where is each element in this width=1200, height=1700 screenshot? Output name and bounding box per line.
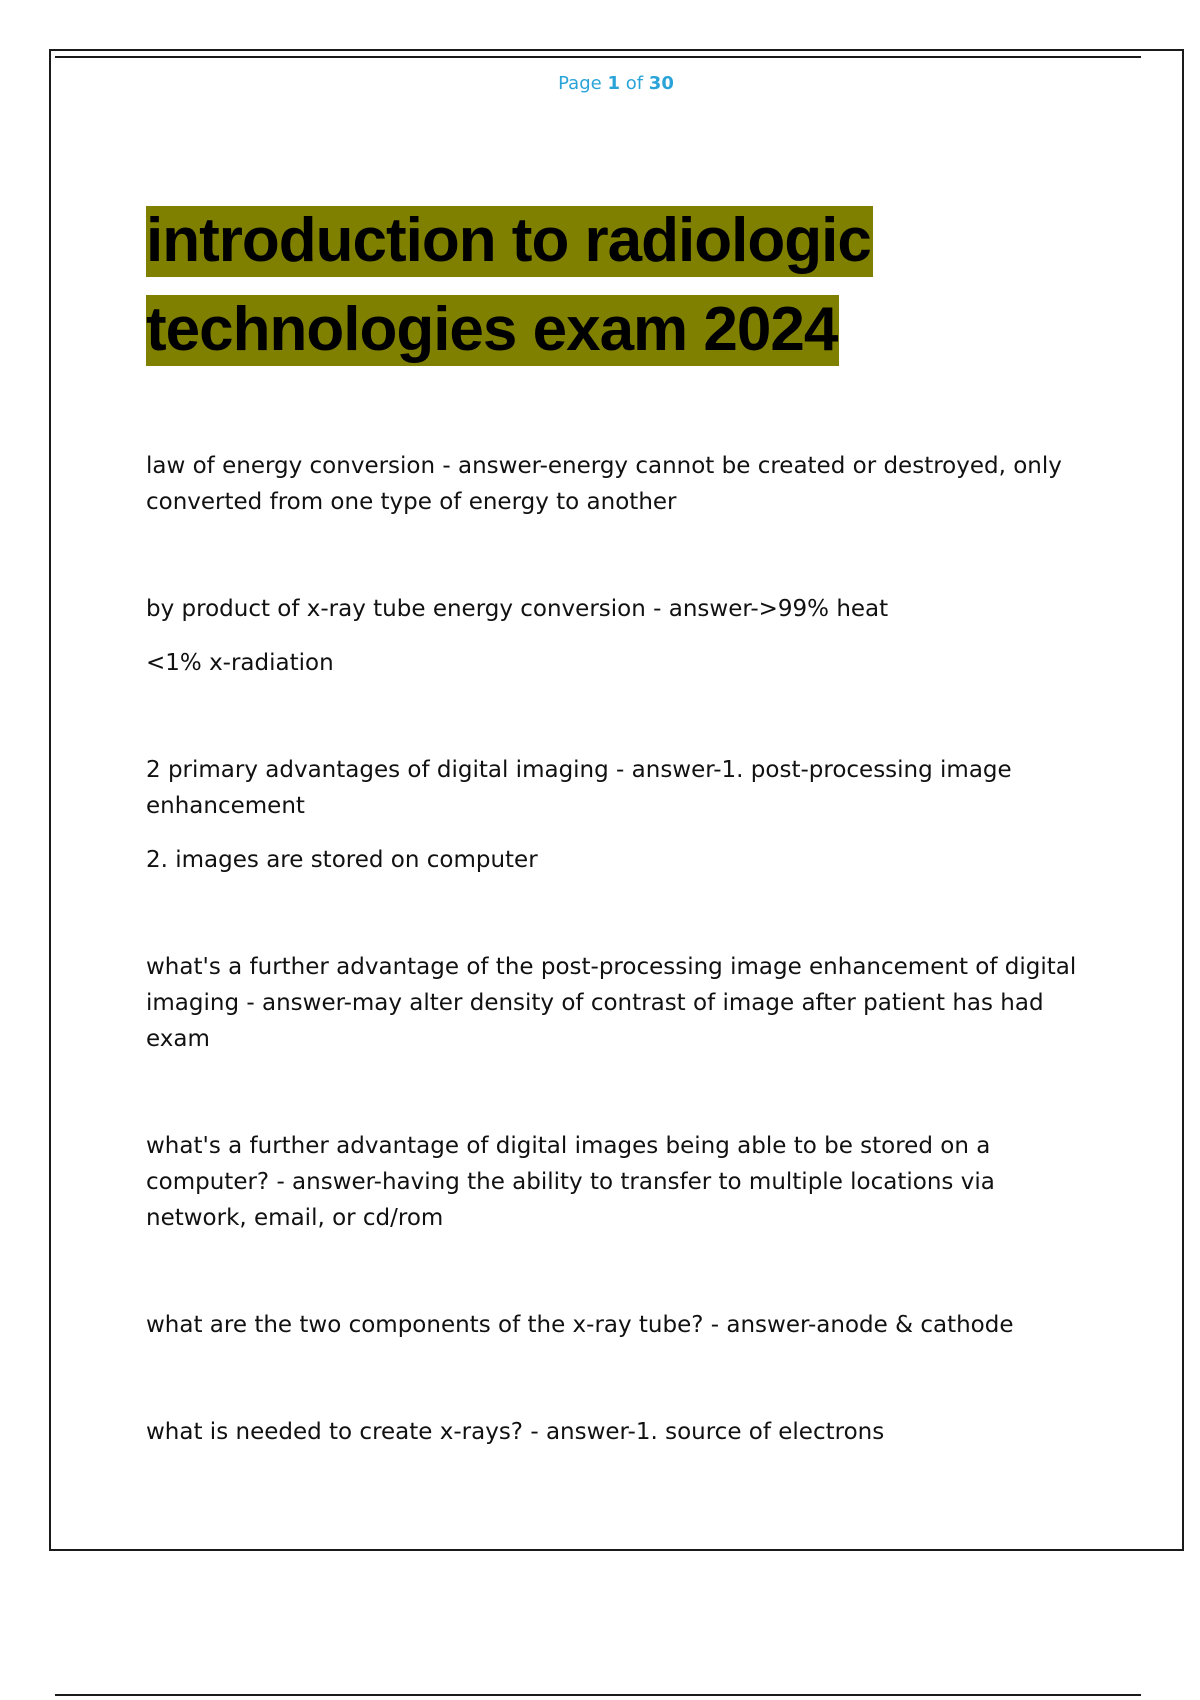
qa-text: 2 primary advantages of digital imaging - answer-1. post-processing image enhancement	[146, 757, 1012, 819]
title-line-2: technologies exam 2024	[146, 295, 838, 364]
page-current: 1	[607, 73, 620, 94]
qa-text: what are the two components of the x-ray tube? - answer-anode & cathode	[146, 1312, 1014, 1338]
next-page-rule	[55, 1694, 1141, 1696]
qa-text: law of energy conversion - answer-energy cannot be created or destroyed, only converted from one type of energy to another	[146, 453, 1062, 515]
title-line-1: introduction to radiologic	[146, 206, 871, 275]
qa-item	[146, 752, 1086, 878]
page-number	[0, 73, 1200, 94]
qa-text: what's a further advantage of the post-processing image enhancement of digital imaging - answer-may alter density of contrast of image after patient has had exam	[146, 954, 1077, 1052]
qa-item	[146, 448, 1086, 520]
qa-item	[146, 1307, 1086, 1343]
page-total: 30	[648, 73, 674, 94]
qa-item	[146, 1414, 1086, 1450]
qa-text: by product of x-ray tube energy conversion - answer->99% heat	[146, 596, 889, 622]
qa-text: what's a further advantage of digital images being able to be stored on a computer? - answer-having the ability to transfer to multiple locations via network, email, or cd/rom	[146, 1133, 995, 1231]
qa-text: what is needed to create x-rays? - answer-1. source of electrons	[146, 1419, 885, 1445]
qa-text: 2. images are stored on computer	[146, 847, 538, 873]
qa-text: <1% x-radiation	[146, 650, 334, 676]
question-answer-list	[146, 448, 1086, 1450]
page-of: of	[625, 73, 644, 94]
qa-item	[146, 591, 1086, 681]
qa-item	[146, 1128, 1086, 1236]
header-rule	[55, 56, 1141, 58]
qa-item	[146, 949, 1086, 1057]
page-prefix: Page	[558, 73, 602, 94]
document-title	[146, 196, 1046, 374]
